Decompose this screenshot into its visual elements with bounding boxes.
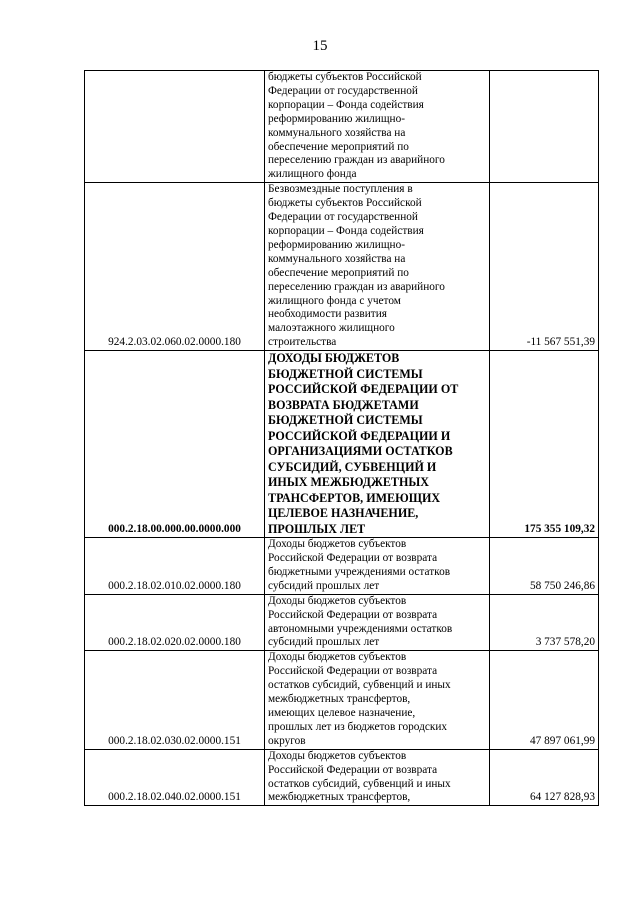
revenue-name-line: субсидий прошлых лет — [268, 636, 380, 649]
table-row — [85, 183, 599, 351]
revenue-name-line: СУБСИДИЙ, СУБВЕНЦИЙ И — [268, 459, 437, 474]
amount-cell: 47 897 061,99 — [490, 651, 599, 749]
budget-code-cell: 000.2.18.00.000.00.0000.000 — [85, 351, 265, 538]
revenue-name-line: обеспечение мероприятий по — [268, 140, 409, 153]
revenue-name-cell — [265, 71, 490, 183]
revenue-name-line: ЦЕЛЕВОЕ НАЗНАЧЕНИЕ, — [268, 506, 419, 521]
revenue-name-cell — [265, 538, 490, 595]
revenue-name-line: Безвозмездные поступления в — [268, 183, 413, 196]
revenue-name-line: необходимости развития — [268, 308, 387, 321]
revenue-name-cell — [265, 594, 490, 651]
revenue-name-line: Доходы бюджетов субъектов — [268, 538, 407, 551]
amount-cell: -11 567 551,39 — [490, 183, 599, 351]
revenue-name-line: реформированию жилищно- — [268, 238, 405, 251]
revenue-name-line: ИНЫХ МЕЖБЮДЖЕТНЫХ — [268, 475, 430, 490]
revenue-name-line: прошлых лет из бюджетов городских — [268, 720, 448, 733]
amount-cell — [490, 71, 599, 183]
revenue-name-line: Федерации от государственной — [268, 211, 418, 224]
revenue-name-line: межбюджетных трансфертов, — [268, 791, 411, 804]
revenue-name-cell — [265, 351, 490, 538]
revenue-name-line: ОРГАНИЗАЦИЯМИ ОСТАТКОВ — [268, 444, 453, 459]
budget-code-cell: 000.2.18.02.030.02.0000.151 — [85, 651, 265, 749]
revenue-name-line: Российской Федерации от возврата — [268, 665, 438, 678]
revenue-table — [84, 70, 599, 806]
revenue-name-line: коммунального хозяйства на — [268, 126, 406, 139]
revenue-name-line: коммунального хозяйства на — [268, 252, 406, 265]
budget-code-cell: 000.2.18.02.040.02.0000.151 — [85, 749, 265, 806]
revenue-name-line: округов — [268, 734, 306, 747]
revenue-name-line: Российской Федерации от возврата — [268, 552, 438, 565]
revenue-name-line: Российской Федерации от возврата — [268, 608, 438, 621]
revenue-name-cell — [265, 651, 490, 749]
revenue-name-line: имеющих целевое назначение, — [268, 707, 416, 719]
revenue-name-line: бюджеты субъектов Российской — [268, 197, 422, 210]
revenue-name-line: РОССИЙСКОЙ ФЕДЕРАЦИИ ОТ — [268, 382, 459, 397]
revenue-name-line: Доходы бюджетов субъектов — [268, 594, 407, 607]
revenue-name-cell — [265, 749, 490, 806]
revenue-name-line: БЮДЖЕТНОЙ СИСТЕМЫ — [268, 366, 423, 381]
revenue-name-line: ТРАНСФЕРТОВ, ИМЕЮЩИХ — [268, 490, 441, 505]
revenue-name-line: субсидий прошлых лет — [268, 579, 380, 592]
revenue-name-line: строительства — [268, 336, 337, 349]
amount-cell: 175 355 109,32 — [490, 351, 599, 538]
revenue-name-line: обеспечение мероприятий по — [268, 266, 409, 279]
revenue-name-line: остатков субсидий, субвенций и иных — [268, 777, 451, 790]
revenue-name-line: корпорации – Фонда содействия — [268, 224, 424, 237]
table-row — [85, 749, 599, 806]
revenue-name-line: переселению граждан из аварийного — [268, 280, 445, 293]
revenue-name-line: Российской Федерации от возврата — [268, 763, 438, 776]
revenue-name-line: малоэтажного жилищного — [268, 322, 395, 335]
revenue-name-line: переселению граждан из аварийного — [268, 154, 445, 167]
revenue-name-line: ПРОШЛЫХ ЛЕТ — [268, 521, 366, 536]
table-row — [85, 594, 599, 651]
revenue-name-line: жилищного фонда — [268, 168, 357, 181]
table-row — [85, 651, 599, 749]
revenue-name-line: Федерации от государственной — [268, 84, 418, 97]
revenue-name-line: реформированию жилищно- — [268, 112, 405, 125]
revenue-name-line: Доходы бюджетов субъектов — [268, 749, 407, 762]
revenue-name-line: Доходы бюджетов субъектов — [268, 651, 407, 664]
revenue-name-line: РОССИЙСКОЙ ФЕДЕРАЦИИ И — [268, 428, 451, 443]
page-number: 15 — [312, 38, 328, 54]
revenue-name-line: бюджетными учреждениями остатков — [268, 565, 451, 578]
table-body — [85, 71, 599, 806]
table-row — [85, 71, 599, 183]
amount-cell: 3 737 578,20 — [490, 594, 599, 651]
revenue-name-line: межбюджетных трансфертов, — [268, 693, 411, 706]
revenue-name-line: бюджеты субъектов Российской — [268, 71, 422, 83]
revenue-name-line: БЮДЖЕТНОЙ СИСТЕМЫ — [268, 413, 423, 428]
table-row — [85, 351, 599, 538]
revenue-name-line: корпорации – Фонда содействия — [268, 98, 424, 111]
budget-code-cell: 924.2.03.02.060.02.0000.180 — [85, 183, 265, 351]
budget-code-cell — [85, 71, 265, 183]
budget-code-cell: 000.2.18.02.010.02.0000.180 — [85, 538, 265, 595]
amount-cell: 64 127 828,93 — [490, 749, 599, 806]
revenue-name-line: остатков субсидий, субвенций и иных — [268, 679, 451, 692]
budget-code-cell: 000.2.18.02.020.02.0000.180 — [85, 594, 265, 651]
table-row — [85, 538, 599, 595]
revenue-name-cell — [265, 183, 490, 351]
revenue-name-line: жилищного фонда с учетом — [268, 294, 401, 307]
revenue-name-line: ВОЗВРАТА БЮДЖЕТАМИ — [268, 397, 419, 412]
revenue-name-line: автономными учреждениями остатков — [268, 622, 453, 635]
amount-cell: 58 750 246,86 — [490, 538, 599, 595]
revenue-name-line: ДОХОДЫ БЮДЖЕТОВ — [268, 351, 400, 366]
